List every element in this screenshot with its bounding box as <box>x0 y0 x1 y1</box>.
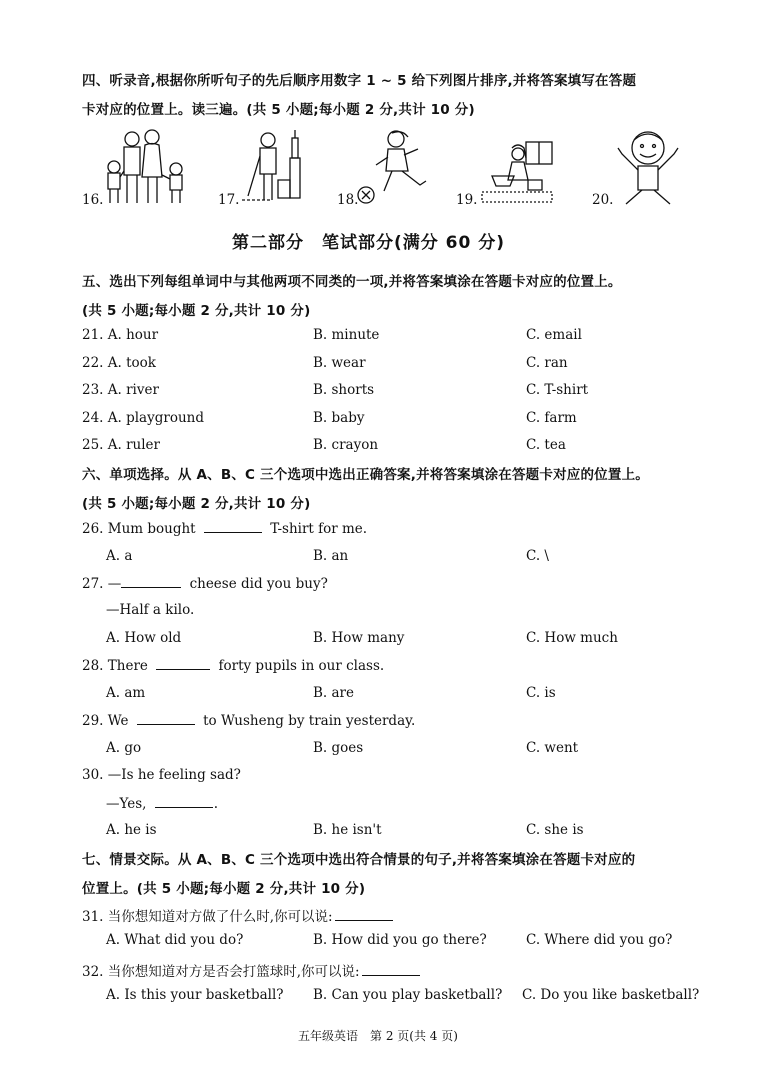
q23-option-a: 23. A. river <box>82 382 159 398</box>
q29-stem <box>82 712 415 729</box>
q30-option-c: C. she is <box>526 822 584 838</box>
q25-option-b: B. crayon <box>313 437 379 453</box>
q26-option-c: C. \ <box>526 548 549 564</box>
q30-answer-pre: —Yes, <box>106 796 147 812</box>
q26-stem-pre: 26. Mum bought <box>82 521 196 537</box>
q27-option-a: A. How old <box>106 630 182 646</box>
q32-blank <box>362 963 420 976</box>
q32-stem-text: 32. 当你想知道对方是否会打篮球时,你可以说: <box>82 964 360 980</box>
q21-option-b: B. minute <box>313 327 380 343</box>
section4-instruction-line2: 卡对应的位置上。读三遍。(共 5 小题;每小题 2 分,共计 10 分) <box>82 102 475 118</box>
q27-stem-pre: 27. — <box>82 576 122 592</box>
q32-option-c: C. Do you like basketball? <box>522 987 700 1003</box>
q27-option-b: B. How many <box>313 630 405 646</box>
q28-stem <box>82 657 384 674</box>
q26-blank <box>204 520 262 533</box>
q25-option-c: C. tea <box>526 437 566 453</box>
q29-option-a: A. go <box>106 740 142 756</box>
q28-blank <box>156 657 210 670</box>
q31-blank <box>335 908 393 921</box>
section5-instruction-line1: 五、选出下列每组单词中与其他两项不同类的一项,并将答案填涂在答题卡对应的位置上。 <box>82 274 622 290</box>
q30-answer-line <box>106 795 218 812</box>
q27-option-c: C. How much <box>526 630 618 646</box>
q23-option-b: B. shorts <box>313 382 375 398</box>
q26-option-b: B. an <box>313 548 349 564</box>
q30-blank <box>155 795 213 808</box>
q30-stem: 30. —Is he feeling sad? <box>82 767 241 783</box>
section7-instruction-line2: 位置上。(共 5 小题;每小题 2 分,共计 10 分) <box>82 881 366 897</box>
q31-option-a: A. What did you do? <box>106 932 244 948</box>
q24-option-a: 24. A. playground <box>82 410 204 426</box>
section6-instruction-line2: (共 5 小题;每小题 2 分,共计 10 分) <box>82 496 311 512</box>
q28-option-c: C. is <box>526 685 556 701</box>
q28-option-a: A. am <box>106 685 146 701</box>
picture-number-20: 20. <box>592 192 614 208</box>
q26-stem-post: T-shirt for me. <box>270 521 368 537</box>
q25-option-a: 25. A. ruler <box>82 437 161 453</box>
old-man-cane-icon <box>238 130 318 206</box>
q26-stem <box>82 520 367 537</box>
part2-title: 第二部分 笔试部分(满分 60 分) <box>232 233 506 253</box>
q27-blank <box>121 575 181 588</box>
q32-option-b: B. Can you play basketball? <box>313 987 503 1003</box>
q21-option-c: C. email <box>526 327 582 343</box>
q27-answer: —Half a kilo. <box>106 602 195 618</box>
section5-instruction-line2: (共 5 小题;每小题 2 分,共计 10 分) <box>82 303 311 319</box>
q32-option-a: A. Is this your basketball? <box>106 987 284 1003</box>
picture-number-17: 17. <box>218 192 240 208</box>
picture-number-16: 16. <box>82 192 104 208</box>
q32-stem <box>82 960 420 980</box>
section4-instruction-line1: 四、听录音,根据你所听句子的先后顺序用数字 1 ~ 5 给下列图片排序,并将答案填写在答题 <box>82 73 637 89</box>
q29-stem-post: to Wusheng by train yesterday. <box>203 713 416 729</box>
q29-option-c: C. went <box>526 740 579 756</box>
page-footer: 五年级英语 第 2 页(共 4 页) <box>298 1029 458 1043</box>
q24-option-b: B. baby <box>313 410 365 426</box>
q28-option-b: B. are <box>313 685 354 701</box>
q27-stem-post: cheese did you buy? <box>189 576 328 592</box>
girl-football-icon <box>356 127 432 207</box>
q28-stem-post: forty pupils in our class. <box>218 658 385 674</box>
q30-option-a: A. he is <box>106 822 157 838</box>
q30-option-b: B. he isn't <box>313 822 382 838</box>
q29-stem-pre: 29. We <box>82 713 129 729</box>
q30-answer-post: . <box>213 796 219 812</box>
q21-option-a: 21. A. hour <box>82 327 159 343</box>
q29-blank <box>137 712 195 725</box>
family-icon <box>100 127 190 207</box>
q22-option-b: B. wear <box>313 355 366 371</box>
q27-stem <box>82 575 328 592</box>
q28-stem-pre: 28. There <box>82 658 148 674</box>
happy-boy-icon <box>612 128 684 208</box>
q31-stem-text: 31. 当你想知道对方做了什么时,你可以说: <box>82 909 333 925</box>
q24-option-c: C. farm <box>526 410 577 426</box>
q31-stem <box>82 905 393 925</box>
q22-option-c: C. ran <box>526 355 568 371</box>
q31-option-c: C. Where did you go? <box>526 932 673 948</box>
q31-option-b: B. How did you go there? <box>313 932 487 948</box>
q26-option-a: A. a <box>106 548 133 564</box>
picture-number-18: 18. <box>337 192 359 208</box>
picture-number-19: 19. <box>456 192 478 208</box>
section6-instruction-line1: 六、单项选择。从 A、B、C 三个选项中选出正确答案,并将答案填涂在答题卡对应的位置上。 <box>82 467 649 483</box>
q23-option-c: C. T-shirt <box>526 382 589 398</box>
section7-instruction-line1: 七、情景交际。从 A、B、C 三个选项中选出符合情景的句子,并将答案填涂在答题卡对应的 <box>82 852 636 868</box>
q22-option-a: 22. A. took <box>82 355 156 371</box>
q29-option-b: B. goes <box>313 740 364 756</box>
woman-cooking-icon <box>478 140 558 206</box>
